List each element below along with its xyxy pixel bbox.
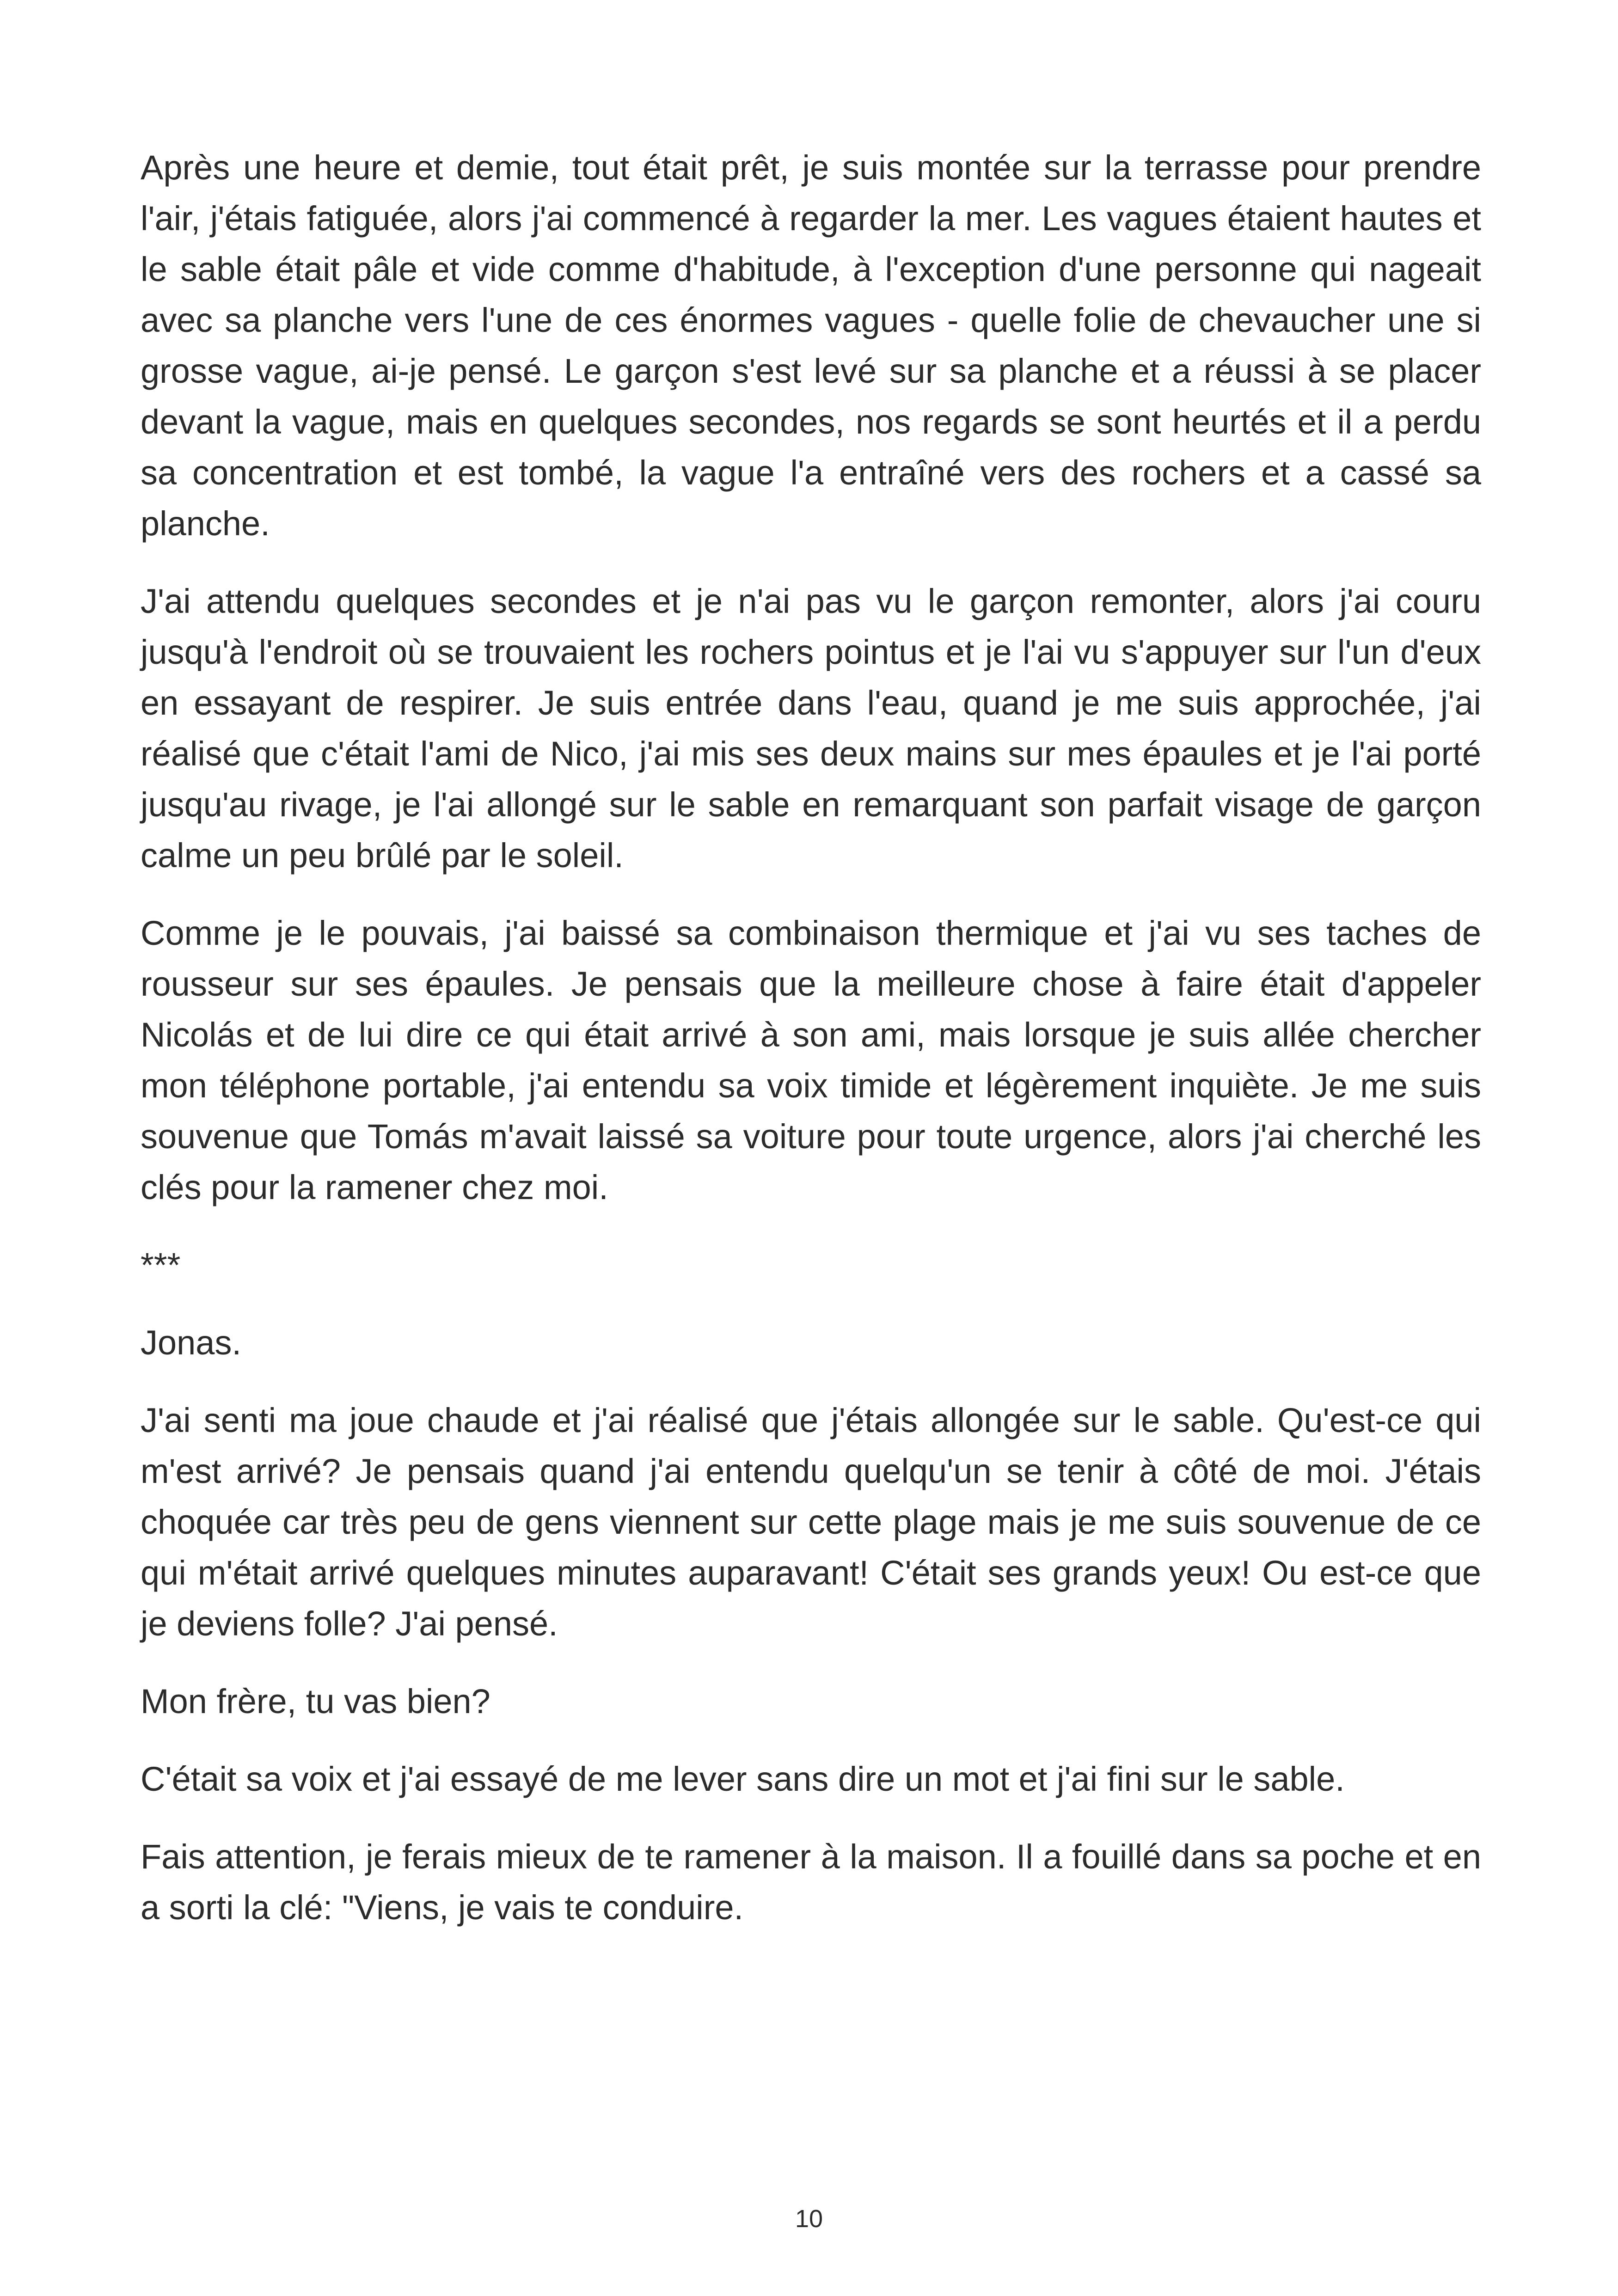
section-break: *** [141,1246,181,1284]
dialogue-line-1: Mon frère, tu vas bien? [141,1682,490,1720]
paragraph-standing: C'était sa voix et j'ai essayé de me lever sans dire un mot et j'ai fini sur le sable. [141,1760,1345,1798]
paragraph-surf-fall: Après une heure et demie, tout était prêt, je suis montée sur la terrasse pour prendre l'air, j'étais fatiguée, alors j'ai commencé à regarder la mer. Les vagues étaient hautes et le sable était pâle et vide comme d'habitude, à l'exception d'une personne qui nageait avec sa planche vers l'une de ces énormes vagues - quelle folie de chevaucher une si grosse vague, ai-je pensé. Le garçon s'est levé sur sa planche et a réussi à se placer devant la vague, mais en quelques secondes, nos regards se sont heurtés et il a perdu sa concentration et est tombé, la vague l'a entraîné vers des rochers et a cassé sa planche. [141,148,1481,543]
page-number: 10 [795,2205,823,2233]
paragraph-rescue: J'ai attendu quelques secondes et je n'ai pas vu le garçon remonter, alors j'ai couru jusqu'à l'endroit où se trouvaient les rochers pointus et je l'ai vu s'appuyer sur l'un d'eux en essayant de respirer. Je suis entrée dans l'eau, quand je me suis approchée, j'ai réalisé que c'était l'ami de Nico, j'ai mis ses deux mains sur mes épaules et je l'ai porté jusqu'au rivage, je l'ai allongé sur le sable en remarquant son parfait visage de garçon calme un peu brûlé par le soleil. [141,582,1481,875]
body-text [141,142,1481,1960]
section-heading-jonas: Jonas. [141,1323,242,1362]
paragraph-awakening: J'ai senti ma joue chaude et j'ai réalisé que j'étais allongée sur le sable. Qu'est-ce qui m'est arrivé? Je pensais quand j'ai entendu quelqu'un se tenir à côté de moi. J'étais choquée car très peu de gens viennent sur cette plage mais je me suis souvenue de ce qui m'était arrivé quelques minutes auparavant! C'était ses grands yeux! Ou est-ce que je deviens folle? J'ai pensé. [141,1401,1481,1643]
paragraph-drive-home: Fais attention, je ferais mieux de te ramener à la maison. Il a fouillé dans sa poche et en a sorti la clé: "Viens, je vais te conduire. [141,1837,1481,1927]
paragraph-phone: Comme je le pouvais, j'ai baissé sa combinaison thermique et j'ai vu ses taches de rousseur sur ses épaules. Je pensais que la meilleure chose à faire était d'appeler Nicolás et de lui dire ce qui était arrivé à son ami, mais lorsque je suis allée chercher mon téléphone portable, j'ai entendu sa voix timide et légèrement inquiète. Je me suis souvenue que Tomás m'avait laissé sa voiture pour toute urgence, alors j'ai cherché les clés pour la ramener chez moi. [141,914,1481,1206]
